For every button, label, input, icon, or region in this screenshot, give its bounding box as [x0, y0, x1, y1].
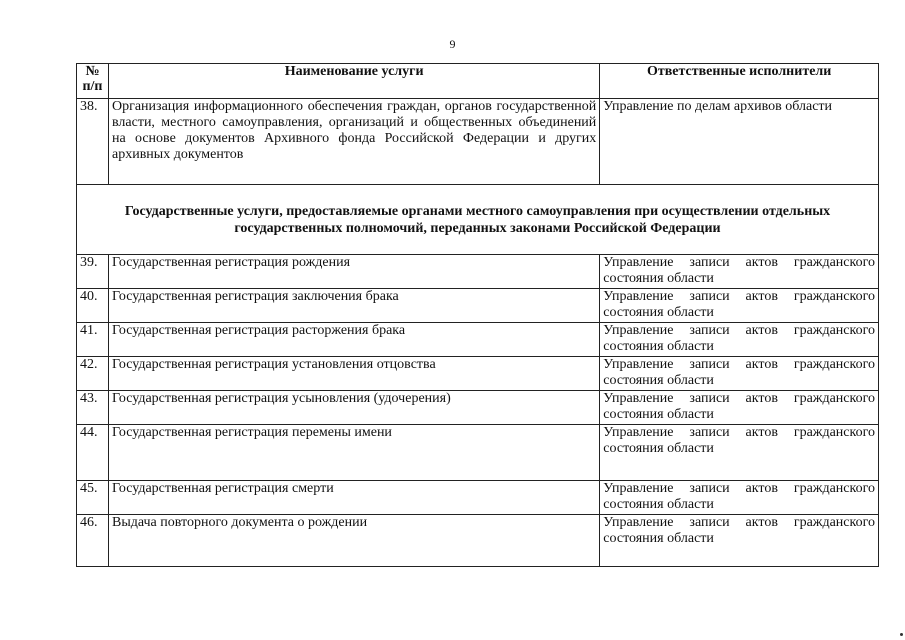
- row-number: 42.: [77, 357, 109, 391]
- row-number: 41.: [77, 323, 109, 357]
- header-responsible: Ответственные исполнители: [600, 64, 879, 99]
- responsible-executor: Управление записи актов гражданского состояния области: [600, 515, 879, 567]
- table-header-row: [77, 64, 879, 99]
- row-number: 43.: [77, 391, 109, 425]
- section-row: [77, 185, 879, 255]
- responsible-executor: Управление записи актов гражданского состояния области: [600, 391, 879, 425]
- responsible-executor: Управление по делам архивов области: [600, 99, 879, 185]
- service-name: Государственная регистрация установления отцовства: [108, 357, 599, 391]
- services-table: [76, 63, 879, 567]
- table-row: [77, 425, 879, 481]
- table-row: [77, 255, 879, 289]
- table-row: [77, 481, 879, 515]
- row-number: 45.: [77, 481, 109, 515]
- header-service-name: Наименование услуги: [108, 64, 599, 99]
- scan-speck: [900, 633, 903, 636]
- responsible-executor: Управление записи актов гражданского состояния области: [600, 323, 879, 357]
- service-name: Организация информационного обеспечения граждан, органов государственной власти, местного самоуправления, организаций и общественных объединений на основе документов Архивного фонда Российской Федерации и других архивных документов: [108, 99, 599, 185]
- table-row: [77, 289, 879, 323]
- responsible-executor: Управление записи актов гражданского состояния области: [600, 481, 879, 515]
- row-number: 46.: [77, 515, 109, 567]
- service-name: Государственная регистрация расторжения брака: [108, 323, 599, 357]
- table-row: [77, 99, 879, 185]
- responsible-executor: Управление записи актов гражданского состояния области: [600, 289, 879, 323]
- page-number: 9: [449, 37, 456, 51]
- service-name: Выдача повторного документа о рождении: [108, 515, 599, 567]
- table-row: [77, 515, 879, 567]
- header-number: № п/п: [77, 64, 109, 99]
- service-name: Государственная регистрация рождения: [108, 255, 599, 289]
- row-number: 38.: [77, 99, 109, 185]
- service-name: Государственная регистрация усыновления (удочерения): [108, 391, 599, 425]
- row-number: 44.: [77, 425, 109, 481]
- table-row: [77, 357, 879, 391]
- service-name: Государственная регистрация заключения брака: [108, 289, 599, 323]
- row-number: 39.: [77, 255, 109, 289]
- service-name: Государственная регистрация смерти: [108, 481, 599, 515]
- responsible-executor: Управление записи актов гражданского состояния области: [600, 357, 879, 391]
- section-title: Государственные услуги, предоставляемые органами местного самоуправления при осуществлении отдельных государственных полномочий, переданных законами Российской Федерации: [77, 185, 879, 255]
- service-name: Государственная регистрация перемены имени: [108, 425, 599, 481]
- row-number: 40.: [77, 289, 109, 323]
- table-row: [77, 391, 879, 425]
- responsible-executor: Управление записи актов гражданского состояния области: [600, 425, 879, 481]
- responsible-executor: Управление записи актов гражданского состояния области: [600, 255, 879, 289]
- table-row: [77, 323, 879, 357]
